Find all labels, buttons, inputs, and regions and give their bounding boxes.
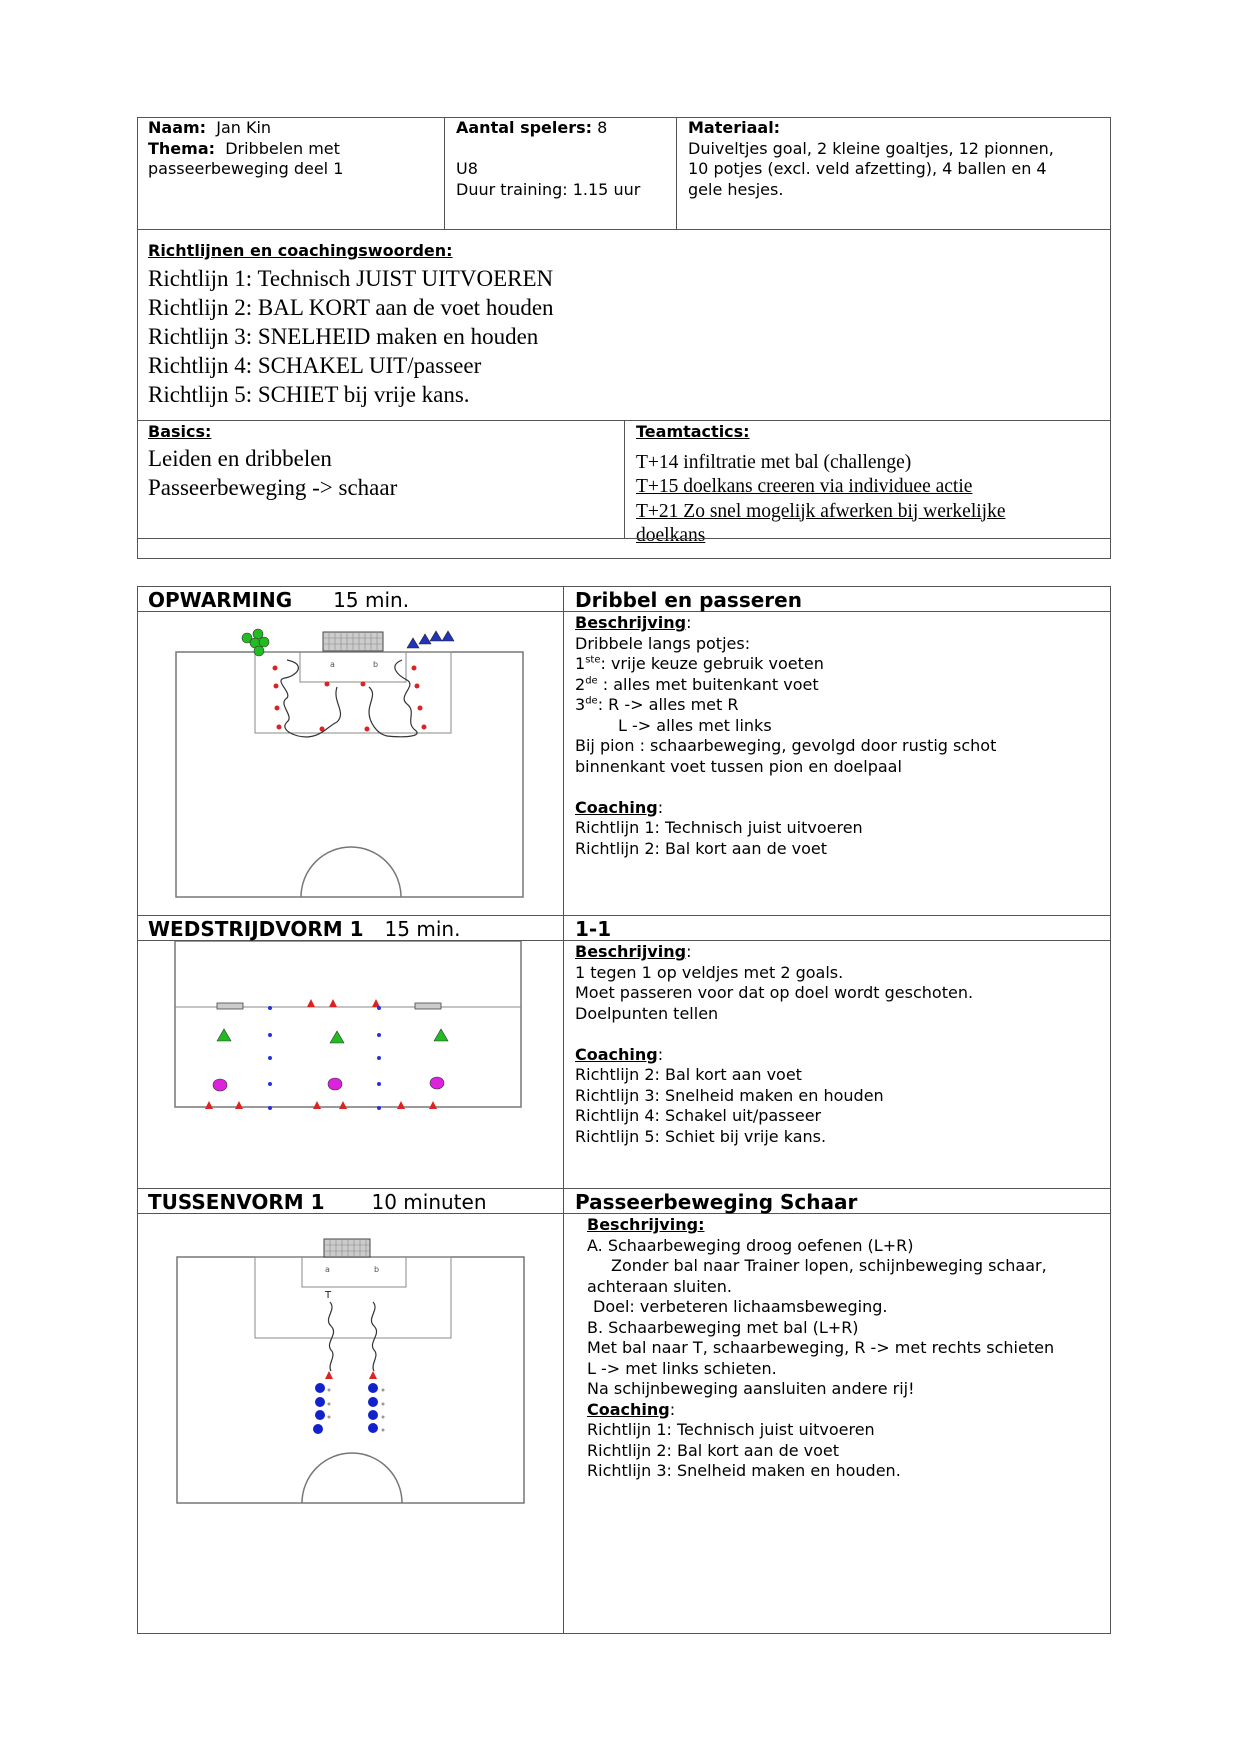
naam-label: Naam: (148, 118, 207, 137)
description-line: A. Schaarbeweging droog oefenen (L+R) (587, 1235, 914, 1255)
duur: Duur training: 1.15 uur (456, 179, 641, 199)
basics-item: Leiden en dribbelen (148, 445, 332, 471)
richtlijnen-title: Richtlijnen en coachingswoorden: (148, 241, 453, 260)
opwarming-description: Beschrijving: Dribbele langs potjes: 1ste: vrije keuze gebruik voeten 2de : alles met buitenkant voet 3de: R -> alles met R L -> alles met links Bij pion : schaarbeweging, gevolgd door rustig schot binnenkant voet tussen pion en doelpaal Coaching: Richtlijn 1: Technisch juist uitvoeren Richtlijn 2: Bal kort aan de voet (564, 613, 1111, 859)
svg-text:T: T (325, 1290, 332, 1301)
description-line: 1 tegen 1 op veldjes met 2 goals. (575, 962, 844, 982)
spacer-row (137, 538, 1111, 559)
description-line: binnenkant voet tussen pion en doelpaal (575, 756, 902, 776)
tussenvorm-diagram (137, 1214, 563, 1634)
basics-title: Basics: (148, 422, 212, 441)
richtlijn-item: Richtlijn 2: BAL KORT aan de voet houden (148, 294, 554, 320)
description-line: 3de: R -> alles met R (575, 695, 739, 714)
thema-value-2: passeerbeweging deel 1 (148, 159, 344, 178)
coaching-line: Richtlijn 2: Bal kort aan de voet (575, 838, 828, 858)
richtlijn-item: Richtlijn 5: SCHIET bij vrije kans. (148, 381, 470, 407)
beschrijving-label: Beschrijving (575, 613, 687, 632)
materiaal-label: Materiaal: (688, 118, 781, 137)
coaching-line: Richtlijn 1: Technisch juist uitvoeren (587, 1420, 875, 1439)
coaching-line: Richtlijn 3: Snelheid maken en houden. (587, 1461, 901, 1480)
description-line: 1ste: vrije keuze gebruik voeten (575, 654, 824, 673)
coaching-label: Coaching (587, 1399, 670, 1419)
coaching-label: Coaching (575, 797, 658, 817)
description-line: Doel: verbeteren lichaamsbeweging. (593, 1297, 888, 1316)
opwarming-diagram (137, 612, 563, 915)
section-name: OPWARMING (148, 588, 293, 612)
richtlijnen-section (137, 241, 1111, 409)
coaching-label: Coaching (575, 1044, 658, 1064)
teamtactics-section (625, 422, 1111, 549)
wedstrijdvorm-description: Beschrijving: 1 tegen 1 op veldjes met 2 goals. Moet passeren voor dat op doel wordt geschoten. Doelpunten tellen Coaching: Richtlijn 2: Bal kort aan voet Richtlijn 3: Snelheid maken en houden Richtlijn 4: Schakel uit/passeer Richtlijn 5: Schiet bij vrije kans. (564, 942, 1111, 1147)
teamtactics-item: T+21 Zo snel mogelijk afwerken bij werkelijke (636, 500, 1006, 522)
header-naam-thema (137, 117, 444, 180)
description-line: Doelpunten tellen (575, 1003, 719, 1023)
richtlijn-item: Richtlijn 3: SNELHEID maken en houden (148, 323, 539, 349)
description-line: Dribbele langs potjes: (575, 633, 751, 653)
description-line: L -> alles met links (618, 715, 772, 735)
description-line: Na schijnbeweging aansluiten andere rij! (587, 1379, 915, 1398)
section-time: 15 min. (333, 588, 410, 612)
materiaal-line: gele hesjes. (688, 179, 784, 199)
spelers-label: Aantal spelers: (456, 118, 593, 137)
section-time: 15 min. (384, 917, 461, 941)
beschrijving-label: Beschrijving: (587, 1215, 705, 1234)
wedstrijdvorm-diagram (137, 941, 563, 1188)
teamtactics-item: T+14 infiltratie met bal (challenge) (636, 451, 912, 473)
section-opwarming-header (137, 588, 563, 612)
section-title: 1-1 (575, 917, 612, 941)
basics-item: Passeerbeweging -> schaar (148, 474, 398, 500)
section-tussenvorm-header (137, 1190, 563, 1214)
description-line: Zonder bal naar Trainer lopen, schijnbeweging schaar, (611, 1256, 1047, 1275)
leeftijd: U8 (456, 159, 478, 178)
svg-text:b: b (373, 660, 379, 669)
spelers-value: 8 (597, 118, 608, 137)
section-name: WEDSTRIJDVORM 1 (148, 917, 364, 941)
materiaal-line: Duiveltjes goal, 2 kleine goaltjes, 12 pionnen, (688, 138, 1054, 158)
section-title: Passeerbeweging Schaar (575, 1190, 858, 1214)
svg-text:a: a (330, 660, 335, 669)
description-line: achteraan sluiten. (587, 1276, 732, 1296)
section-time: 10 minuten (371, 1190, 487, 1214)
thema-value: Dribbelen met (225, 138, 340, 158)
thema-label: Thema: (148, 138, 216, 158)
teamtactics-item: doelkans (636, 525, 706, 546)
svg-text:a: a (325, 1265, 330, 1274)
materiaal-line: 10 potjes (excl. veld afzetting), 4 ballen en 4 (688, 159, 1047, 178)
basics-section (137, 422, 624, 502)
description-line: Bij pion : schaarbeweging, gevolgd door rustig schot (575, 736, 997, 755)
coaching-line: Richtlijn 3: Snelheid maken en houden (575, 1085, 884, 1105)
richtlijn-item: Richtlijn 4: SCHAKEL UIT/passeer (148, 352, 482, 378)
coaching-line: Richtlijn 4: Schakel uit/passeer (575, 1106, 822, 1125)
header-spelers (445, 117, 676, 200)
tussenvorm-description: Beschrijving: A. Schaarbeweging droog oefenen (L+R) Zonder bal naar Trainer lopen, schijnbeweging schaar, achteraan sluiten. Doel: verbeteren lichaamsbeweging. B. Schaarbeweging met bal (L+R) Met bal naar T, schaarbeweging, R -> met rechts schieten L -> met links schieten. Na schijnbeweging aansluiten andere rij! Coaching: Richtlijn 1: Technisch juist uitvoeren Richtlijn 2: Bal kort aan de voet Richtlijn 3: Snelheid maken en houden. (564, 1215, 1111, 1482)
section-wedstrijdvorm-header (137, 917, 563, 941)
description-line: B. Schaarbeweging met bal (L+R) (587, 1317, 859, 1337)
coaching-line: Richtlijn 2: Bal kort aan voet (575, 1065, 802, 1084)
description-line: 2de : alles met buitenkant voet (575, 674, 819, 694)
description-line: L -> met links schieten. (587, 1358, 777, 1378)
description-line: Met bal naar T, schaarbeweging, R -> met rechts schieten (587, 1338, 1055, 1357)
teamtactics-item: T+15 doelkans creeren via individuee actie (636, 476, 973, 497)
richtlijn-item: Richtlijn 1: Technisch JUIST UITVOEREN (148, 265, 554, 291)
naam-value: Jan Kin (216, 118, 272, 137)
beschrijving-label: Beschrijving (575, 942, 687, 961)
coaching-line: Richtlijn 2: Bal kort aan de voet (587, 1440, 840, 1460)
header-materiaal (677, 117, 1111, 200)
section-name: TUSSENVORM 1 (148, 1190, 325, 1214)
coaching-line: Richtlijn 5: Schiet bij vrije kans. (575, 1126, 827, 1146)
svg-text:b: b (374, 1265, 380, 1274)
section-title: Dribbel en passeren (575, 588, 802, 612)
coaching-line: Richtlijn 1: Technisch juist uitvoeren (575, 818, 863, 837)
description-line: Moet passeren voor dat op doel wordt geschoten. (575, 983, 974, 1002)
teamtactics-title: Teamtactics: (636, 422, 750, 441)
